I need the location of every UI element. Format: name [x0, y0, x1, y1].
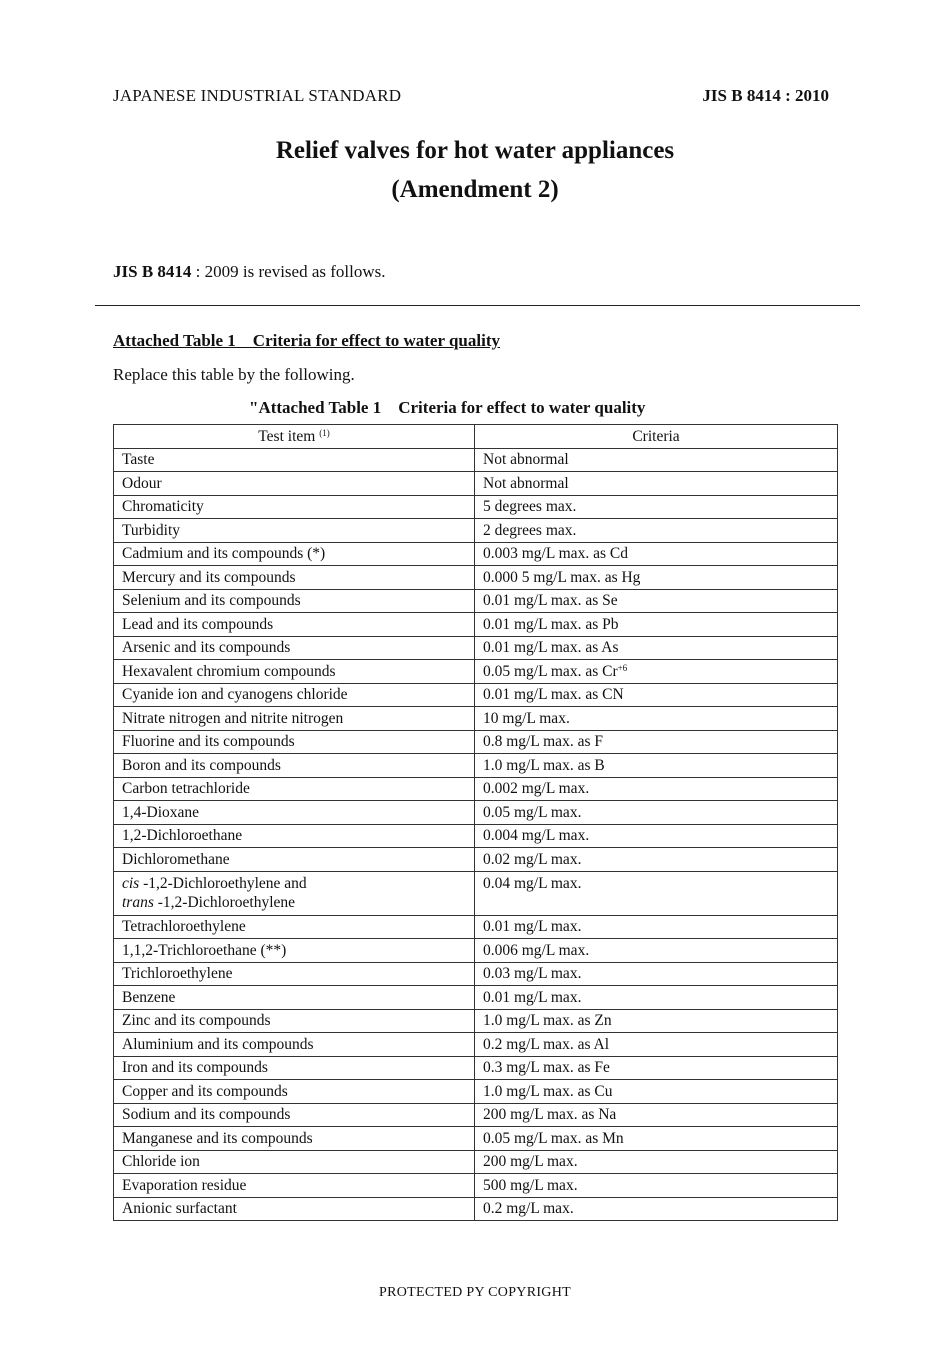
test-item-cell: Hexavalent chromium compounds	[114, 660, 475, 684]
test-item-cell: Tetrachloroethylene	[114, 915, 475, 939]
table-row	[114, 986, 838, 1010]
criteria-cell	[475, 1150, 838, 1174]
column-header-test-item-label: Test item	[258, 427, 320, 445]
criteria-cell	[475, 1127, 838, 1151]
table-row	[114, 1197, 838, 1221]
table-row	[114, 915, 838, 939]
table-header-row	[114, 425, 838, 449]
criteria-text: 0.01 mg/L max.	[483, 988, 582, 1006]
criteria-text: 1.0 mg/L max. as Cu	[483, 1082, 613, 1100]
test-item-cell: Turbidity	[114, 519, 475, 543]
criteria-cell	[475, 962, 838, 986]
test-item-cell: Mercury and its compounds	[114, 566, 475, 590]
criteria-text: 0.2 mg/L max. as Al	[483, 1035, 609, 1053]
test-item-cell: Aluminium and its compounds	[114, 1033, 475, 1057]
test-item-text: cis	[122, 874, 140, 892]
criteria-cell	[475, 871, 838, 915]
criteria-text: 10 mg/L max.	[483, 709, 570, 727]
criteria-cell	[475, 754, 838, 778]
copyright-footer: PROTECTED PY COPYRIGHT	[379, 1285, 571, 1300]
table-row	[114, 939, 838, 963]
table-row	[114, 1009, 838, 1033]
table-row	[114, 1080, 838, 1104]
criteria-cell	[475, 1033, 838, 1057]
table-row	[114, 871, 838, 915]
criteria-cell	[475, 1080, 838, 1104]
table-row	[114, 519, 838, 543]
criteria-cell	[475, 1174, 838, 1198]
criteria-text: 0.000 5 mg/L max. as Hg	[483, 568, 641, 586]
table-row	[114, 589, 838, 613]
test-item-cell: Iron and its compounds	[114, 1056, 475, 1080]
section-divider	[95, 305, 860, 306]
test-item-text: -1,2-Dichloroethylene	[153, 893, 296, 911]
table-row	[114, 542, 838, 566]
test-item-cell: Taste	[114, 448, 475, 472]
test-item-cell: Selenium and its compounds	[114, 589, 475, 613]
table-row	[114, 962, 838, 986]
table-row	[114, 1103, 838, 1127]
criteria-text: 0.01 mg/L max. as As	[483, 639, 619, 657]
table-row	[114, 636, 838, 660]
criteria-cell	[475, 519, 838, 543]
table-row	[114, 448, 838, 472]
document-title: Relief valves for hot water appliances	[275, 137, 675, 164]
footnote-ref: (1)	[319, 427, 330, 438]
criteria-text: 0.05 mg/L max. as Cr	[483, 662, 618, 680]
criteria-cell	[475, 589, 838, 613]
criteria-text: 0.02 mg/L max.	[483, 850, 582, 868]
test-item-cell: 1,4-Dioxane	[114, 801, 475, 825]
test-item-cell: Manganese and its compounds	[114, 1127, 475, 1151]
criteria-text: 0.05 mg/L max. as Mn	[483, 1129, 624, 1147]
criteria-cell	[475, 939, 838, 963]
test-item-cell: Anionic surfactant	[114, 1197, 475, 1221]
criteria-text: Not abnormal	[483, 474, 569, 492]
table-row	[114, 824, 838, 848]
test-item-cell: 1,1,2-Trichloroethane (**)	[114, 939, 475, 963]
test-item-cell: Trichloroethylene	[114, 962, 475, 986]
criteria-cell	[475, 683, 838, 707]
section-heading: Attached Table 1 Criteria for effect to water quality	[113, 331, 500, 350]
criteria-cell	[475, 707, 838, 731]
criteria-cell	[475, 801, 838, 825]
criteria-text: 0.01 mg/L max. as CN	[483, 686, 624, 704]
test-item-cell: Copper and its compounds	[114, 1080, 475, 1104]
table-row	[114, 1127, 838, 1151]
section-instruction: Replace this table by the following.	[113, 365, 355, 384]
criteria-text: 1.0 mg/L max. as Zn	[483, 1012, 612, 1030]
test-item-cell: Nitrate nitrogen and nitrite nitrogen	[114, 707, 475, 731]
criteria-text: 5 degrees max.	[483, 498, 577, 516]
criteria-cell	[475, 1056, 838, 1080]
criteria-table	[113, 424, 838, 1221]
criteria-text: 0.8 mg/L max. as F	[483, 733, 603, 751]
test-item-cell: Benzene	[114, 986, 475, 1010]
header-standard-code: JIS B 8414 : 2010	[702, 86, 829, 105]
table-row	[114, 566, 838, 590]
criteria-text: 200 mg/L max. as Na	[483, 1106, 617, 1124]
test-item-cell: Fluorine and its compounds	[114, 730, 475, 754]
test-item-cell: Chromaticity	[114, 495, 475, 519]
criteria-cell	[475, 777, 838, 801]
table-body	[114, 448, 838, 1221]
criteria-text: 0.03 mg/L max.	[483, 965, 582, 983]
test-item-text: trans	[122, 893, 154, 911]
criteria-superscript: +6	[617, 662, 628, 673]
revision-statement	[113, 262, 386, 282]
test-item-cell: Arsenic and its compounds	[114, 636, 475, 660]
table-row	[114, 777, 838, 801]
test-item-cell: Boron and its compounds	[114, 754, 475, 778]
criteria-text: 0.2 mg/L max.	[483, 1200, 574, 1218]
criteria-cell	[475, 1009, 838, 1033]
table-row	[114, 730, 838, 754]
table-row	[114, 1150, 838, 1174]
criteria-text: 0.01 mg/L max.	[483, 918, 582, 936]
criteria-text: 0.002 mg/L max.	[483, 780, 590, 798]
revision-text: : 2009 is revised as follows.	[191, 262, 386, 281]
criteria-cell	[475, 915, 838, 939]
column-header-criteria: Criteria	[475, 425, 838, 449]
table-row	[114, 1056, 838, 1080]
table-row	[114, 472, 838, 496]
table-caption: "Attached Table 1 Criteria for effect to water quality	[249, 398, 646, 417]
table-row	[114, 660, 838, 684]
criteria-text: 1.0 mg/L max. as B	[483, 756, 605, 774]
test-item-text: -1,2-Dichloroethylene and	[139, 874, 307, 892]
header-standard-name: JAPANESE INDUSTRIAL STANDARD	[113, 86, 402, 105]
criteria-text: 0.05 mg/L max.	[483, 803, 582, 821]
test-item-cell: Dichloromethane	[114, 848, 475, 872]
table-row	[114, 495, 838, 519]
criteria-cell	[475, 660, 838, 684]
table-row	[114, 707, 838, 731]
column-header-test-item	[114, 425, 475, 449]
criteria-text: 2 degrees max.	[483, 521, 577, 539]
table-row	[114, 1033, 838, 1057]
criteria-text: 0.01 mg/L max. as Se	[483, 592, 618, 610]
table-row	[114, 683, 838, 707]
criteria-cell	[475, 495, 838, 519]
criteria-cell	[475, 566, 838, 590]
criteria-cell	[475, 1197, 838, 1221]
criteria-cell	[475, 542, 838, 566]
criteria-text: 0.3 mg/L max. as Fe	[483, 1059, 610, 1077]
table-row	[114, 613, 838, 637]
criteria-text: 500 mg/L max.	[483, 1176, 578, 1194]
test-item-cell: Carbon tetrachloride	[114, 777, 475, 801]
test-item-cell: Sodium and its compounds	[114, 1103, 475, 1127]
criteria-cell	[475, 448, 838, 472]
criteria-text: 0.004 mg/L max.	[483, 827, 590, 845]
test-item-cell	[114, 871, 475, 915]
criteria-cell	[475, 1103, 838, 1127]
test-item-cell: Cadmium and its compounds (*)	[114, 542, 475, 566]
criteria-text: 0.003 mg/L max. as Cd	[483, 545, 628, 563]
document-subtitle: (Amendment 2)	[391, 176, 559, 203]
criteria-cell	[475, 824, 838, 848]
revision-code: JIS B 8414	[113, 262, 192, 281]
test-item-cell: Lead and its compounds	[114, 613, 475, 637]
criteria-text: Not abnormal	[483, 451, 569, 469]
table-row	[114, 1174, 838, 1198]
criteria-text: 0.006 mg/L max.	[483, 941, 590, 959]
table-row	[114, 754, 838, 778]
criteria-cell	[475, 986, 838, 1010]
criteria-cell	[475, 636, 838, 660]
test-item-cell: Odour	[114, 472, 475, 496]
criteria-text: 0.04 mg/L max.	[483, 874, 582, 892]
test-item-cell: Zinc and its compounds	[114, 1009, 475, 1033]
test-item-cell: Cyanide ion and cyanogens chloride	[114, 683, 475, 707]
criteria-cell	[475, 613, 838, 637]
criteria-cell	[475, 730, 838, 754]
table-row	[114, 801, 838, 825]
criteria-text: 200 mg/L max.	[483, 1153, 578, 1171]
criteria-cell	[475, 848, 838, 872]
criteria-cell	[475, 472, 838, 496]
test-item-cell: Chloride ion	[114, 1150, 475, 1174]
criteria-text: 0.01 mg/L max. as Pb	[483, 615, 619, 633]
test-item-cell: Evaporation residue	[114, 1174, 475, 1198]
test-item-cell: 1,2-Dichloroethane	[114, 824, 475, 848]
table-row	[114, 848, 838, 872]
